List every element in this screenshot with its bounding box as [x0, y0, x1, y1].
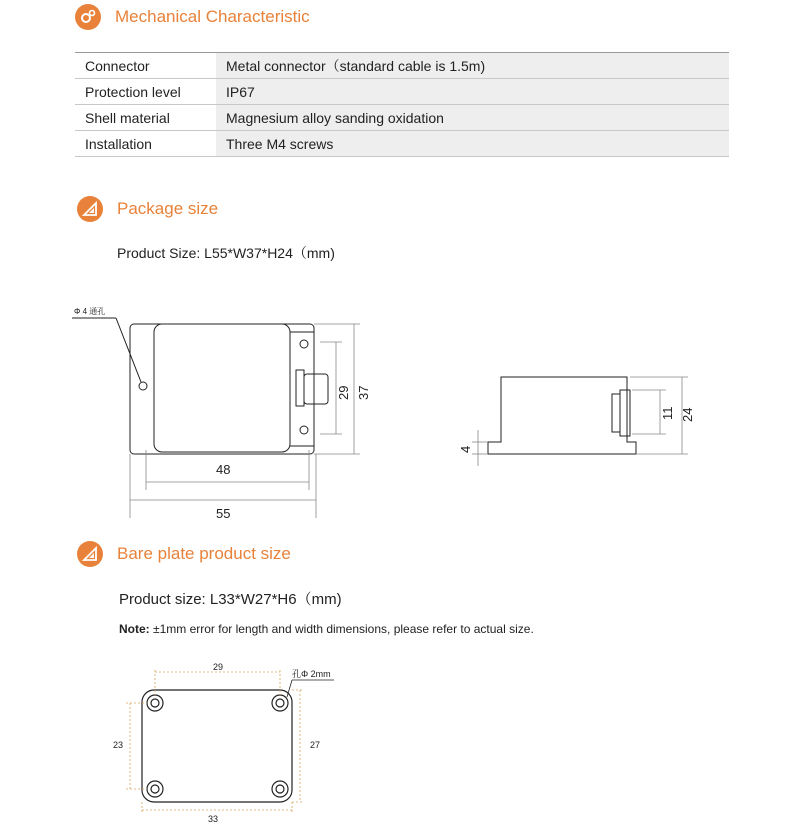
note-label: Note:: [119, 622, 150, 636]
mount-hole: [272, 781, 288, 797]
connector: [296, 370, 304, 406]
spec-key: Protection level: [75, 79, 216, 105]
mount-hole: [300, 340, 308, 348]
table-row: [75, 105, 729, 131]
section-title: Package size: [117, 199, 219, 218]
board-outline: [142, 690, 292, 802]
dim-29: 29: [336, 385, 351, 400]
spec-key: Shell material: [75, 105, 216, 131]
spec-value: Metal connector（standard cable is 1.5m): [216, 53, 729, 79]
mount-hole: [272, 695, 288, 711]
hole-label: 孔Φ 2mm: [292, 669, 331, 679]
table-row: [75, 131, 729, 157]
section-title: Bare plate product size: [117, 544, 291, 563]
gear-icon: [75, 4, 101, 30]
dim-4: 4: [458, 445, 473, 453]
mount-hole: [139, 382, 147, 390]
table-row: [75, 79, 729, 105]
section-title: Mechanical Characteristic: [115, 7, 310, 26]
mount-hole: [147, 781, 163, 797]
hole-label: Φ 4 通孔: [74, 307, 106, 316]
dim-11: 11: [660, 406, 675, 420]
spec-key: Connector: [75, 53, 216, 79]
section-bare: [77, 541, 291, 567]
top-view-lid: [154, 324, 290, 452]
mount-hole: [300, 426, 308, 434]
package-drawing: [0, 290, 794, 530]
spec-value: IP67: [216, 79, 729, 105]
spec-key: Installation: [75, 131, 216, 157]
bare-size-text: Product size: L33*W27*H6（mm): [119, 591, 342, 608]
note-text: [119, 622, 534, 636]
ruler-icon: [77, 196, 103, 222]
spec-value: Three M4 screws: [216, 131, 729, 157]
side-view-outline: [488, 377, 636, 454]
dim-33: 33: [208, 814, 219, 824]
dim-27: 27: [310, 740, 321, 750]
section-mechanical: [75, 4, 310, 30]
package-size-text: Product Size: L55*W37*H24（mm): [117, 245, 335, 261]
spec-table: [75, 52, 729, 157]
top-view-outline: [130, 324, 314, 454]
note-body: ±1mm error for length and width dimensions, please refer to actual size.: [149, 622, 534, 636]
dim-37: 37: [356, 385, 371, 400]
connector: [612, 394, 620, 432]
dim-55: 55: [216, 506, 231, 521]
dim-48: 48: [216, 462, 231, 477]
table-row: [75, 53, 729, 79]
ruler-icon: [77, 541, 103, 567]
mount-hole: [147, 695, 163, 711]
dim-29: 29: [213, 662, 224, 672]
dim-24: 24: [680, 407, 695, 422]
spec-value: Magnesium alloy sanding oxidation: [216, 105, 729, 131]
section-package: [77, 196, 218, 222]
bare-drawing: [0, 650, 794, 830]
dim-23: 23: [113, 740, 124, 750]
